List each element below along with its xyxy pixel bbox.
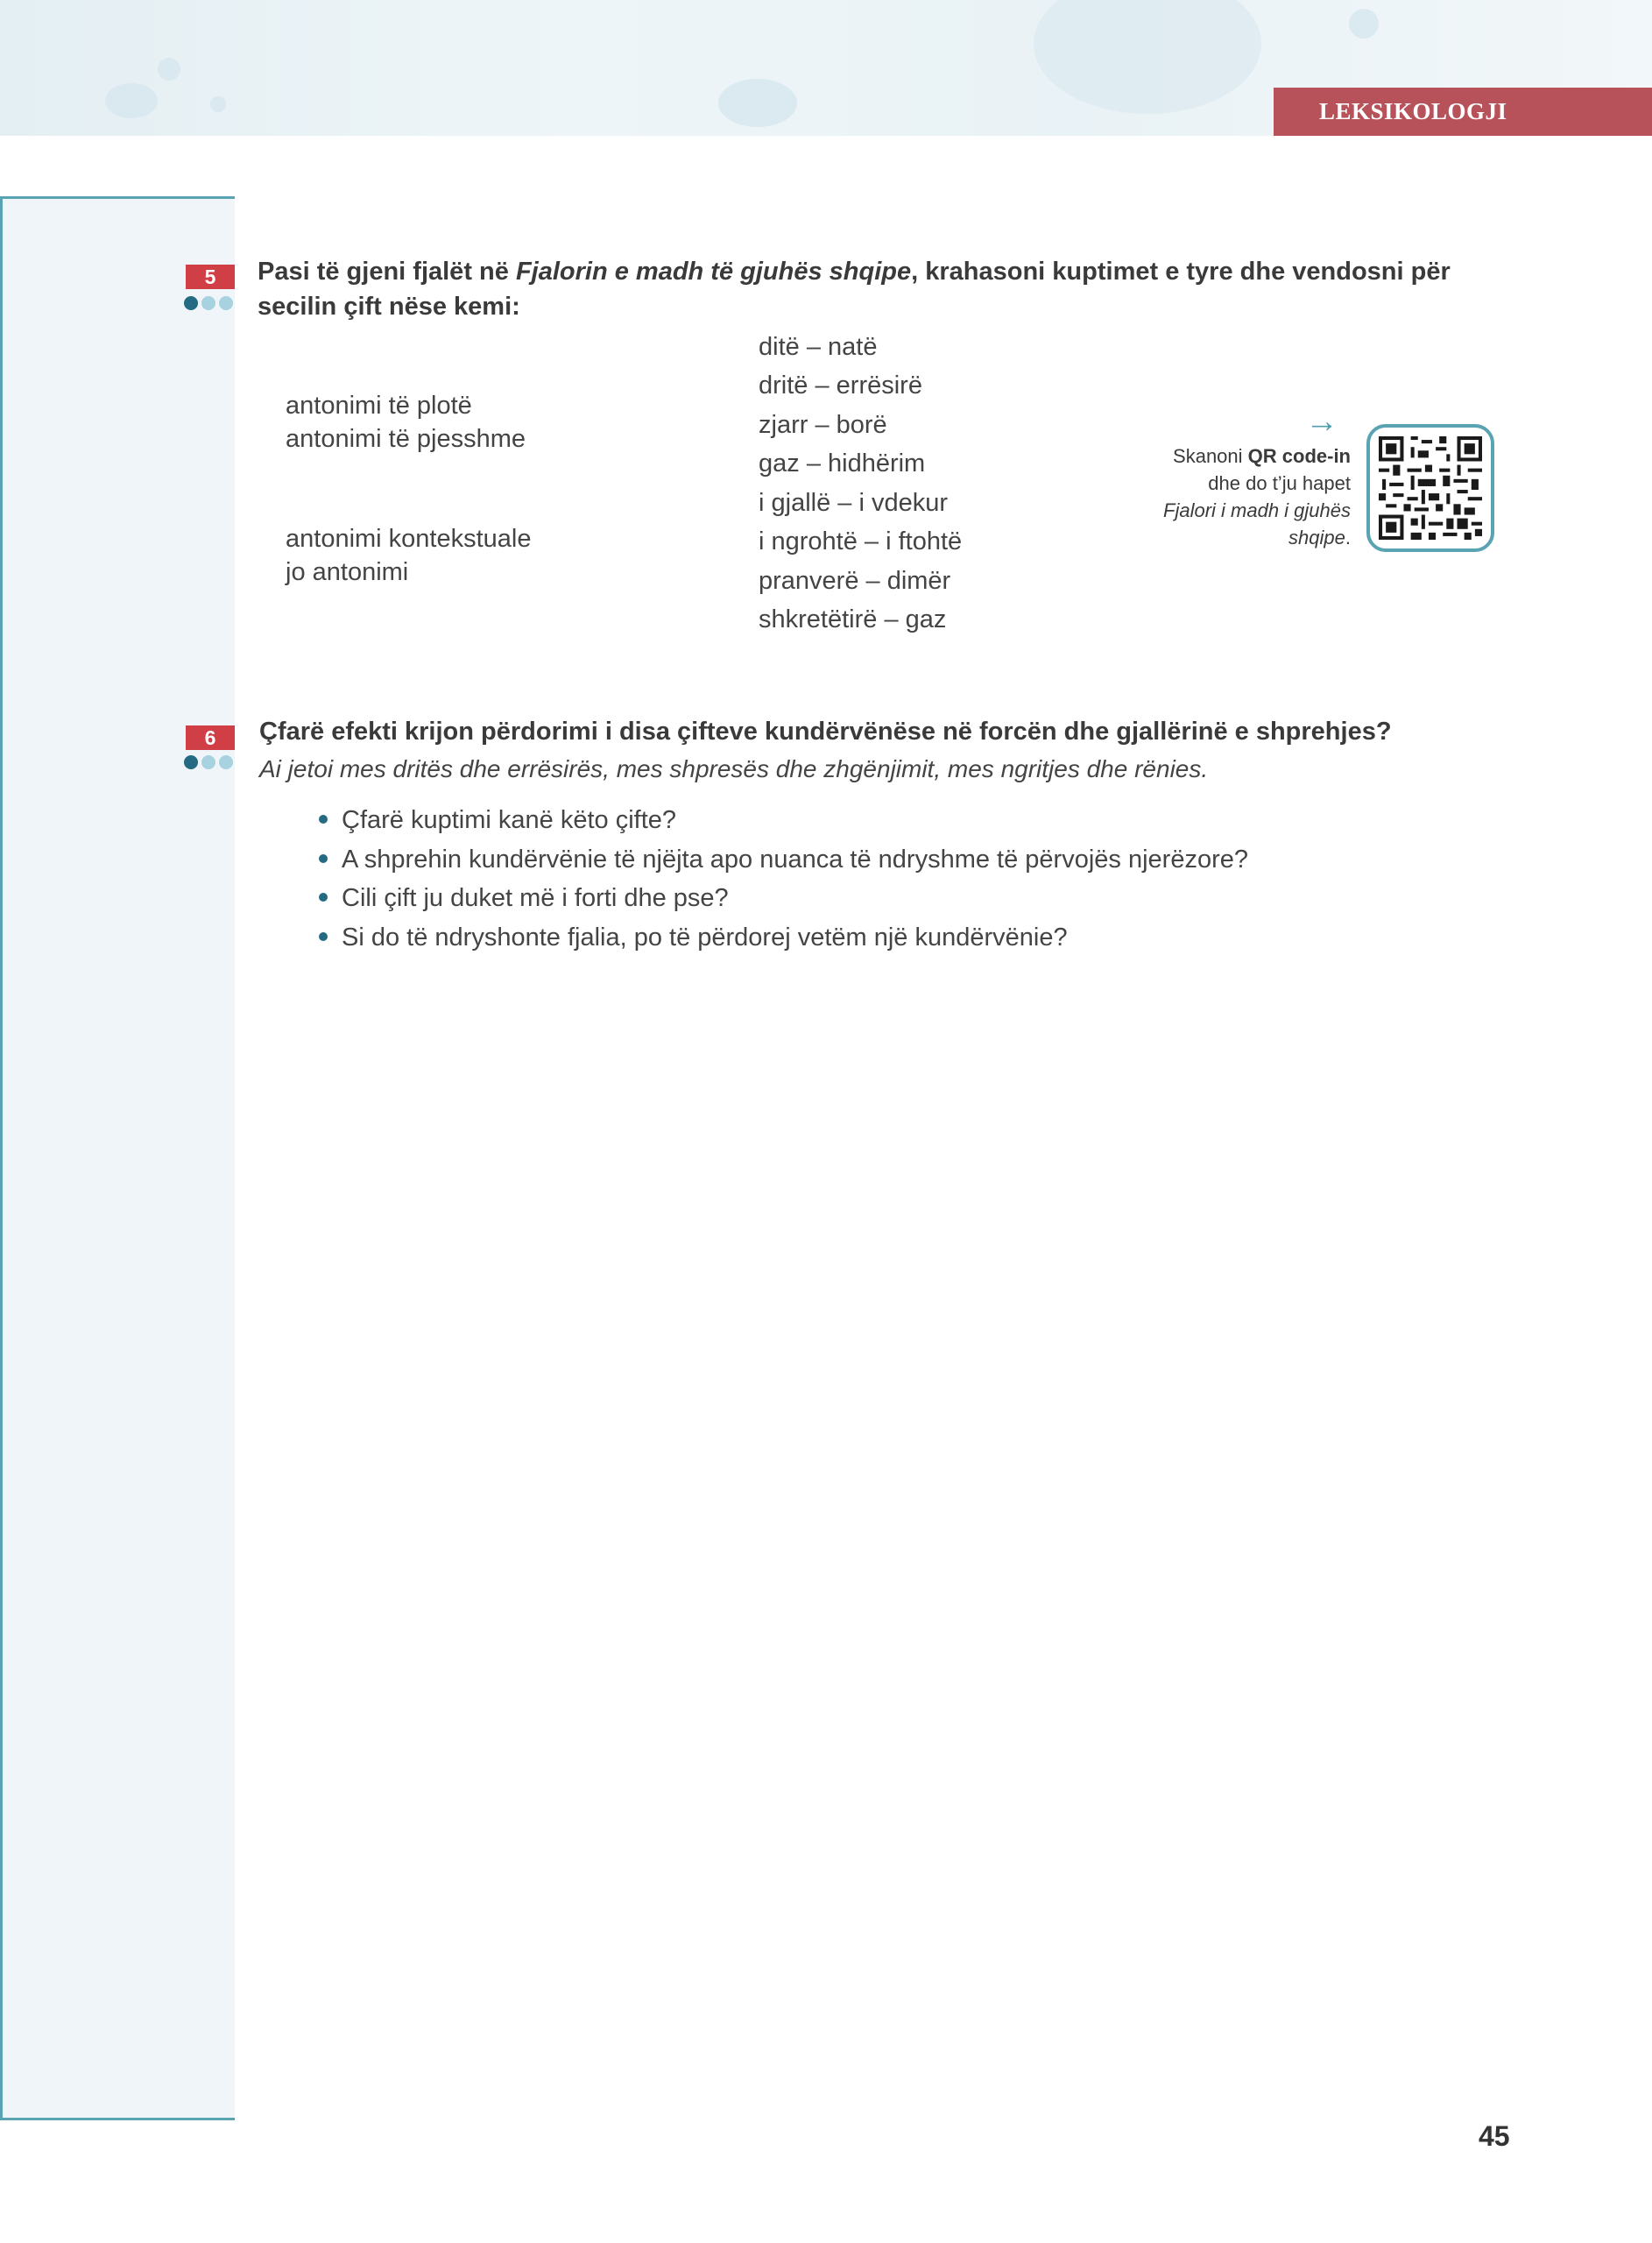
- list-item: [342, 920, 1248, 959]
- decorative-splash: [718, 79, 797, 127]
- exercise-6-prompt: Çfarë efekti krijon përdorimi i disa çifteve kundërvënëse në forcën dhe gjallërinë e shprehjes?: [259, 718, 1392, 746]
- word-pair: dritë – errësirë: [759, 371, 922, 400]
- qr-text-italic: shqipe: [1288, 527, 1345, 548]
- option-item: antonimi të plotë: [286, 392, 472, 420]
- option-item: antonimi të pjesshme: [286, 425, 526, 453]
- bullet-icon: [319, 893, 328, 902]
- qr-text: .: [1345, 527, 1351, 548]
- difficulty-dot: [184, 755, 198, 769]
- option-item: antonimi kontekstuale: [286, 525, 532, 553]
- bullet-icon: [319, 932, 328, 941]
- qr-instructions: [1130, 442, 1351, 551]
- option-item: jo antonimi: [286, 558, 409, 586]
- example-sentence: Ai jetoi mes dritës dhe errësirës, mes shpresës dhe zhgënjimit, mes ngritjes dhe rënies.: [259, 755, 1209, 782]
- word-pair: ditë – natë: [759, 333, 878, 361]
- word-pair: shkretëtirë – gaz: [759, 605, 947, 633]
- question-list: [342, 803, 1248, 959]
- difficulty-dot: [219, 755, 233, 769]
- decorative-splash: [1349, 9, 1379, 39]
- decorative-splash: [210, 96, 226, 112]
- difficulty-dots: [184, 755, 233, 769]
- question-text: Çfarë kuptimi kanë këto çifte?: [342, 806, 677, 834]
- prompt-text: Pasi të gjeni fjalët në: [258, 258, 516, 286]
- bullet-icon: [319, 815, 328, 824]
- section-label: LEKSIKOLOGJI: [1274, 88, 1652, 136]
- qr-code-icon: [1379, 436, 1482, 540]
- word-pair: gaz – hidhërim: [759, 449, 926, 478]
- list-item: [342, 842, 1248, 881]
- question-text: Cili çift ju duket më i forti dhe pse?: [342, 884, 729, 912]
- list-item: [342, 881, 1248, 920]
- decorative-splash: [158, 58, 180, 81]
- arrow-right-icon: →: [1305, 403, 1338, 440]
- list-item: [342, 803, 1248, 842]
- difficulty-dot: [201, 296, 215, 310]
- decorative-splash: [1034, 0, 1261, 114]
- question-text: Si do të ndryshonte fjalia, po të përdorej vetëm një kundërvënie?: [342, 923, 1068, 952]
- difficulty-dot: [201, 755, 215, 769]
- qr-text: dhe do t’ju hapet: [1208, 472, 1351, 494]
- qr-text-italic: Fjalori i madh i gjuhës: [1163, 499, 1351, 521]
- word-pair: i ngrohtë – i ftohtë: [759, 527, 963, 555]
- exercise-number-badge: 6: [186, 725, 235, 750]
- word-pair: zjarr – borë: [759, 411, 887, 439]
- prompt-text: , krahasoni kuptimet e tyre dhe vendosni për: [911, 258, 1451, 286]
- exercise-5-prompt: [258, 254, 1501, 324]
- qr-code[interactable]: [1366, 424, 1494, 552]
- decorative-splash: [105, 83, 158, 118]
- question-text: A shprehin kundërvënie të njëjta apo nuanca të ndryshme të përvojës njerëzore?: [342, 845, 1248, 874]
- qr-text-bold: QR code-in: [1247, 445, 1351, 467]
- prompt-text: secilin çift nëse kemi:: [258, 293, 520, 321]
- qr-text: Skanoni: [1173, 445, 1248, 467]
- word-pair: pranverë – dimër: [759, 567, 951, 595]
- difficulty-dot: [184, 296, 198, 310]
- prompt-dictionary-title: Fjalorin e madh të gjuhës shqipe: [515, 258, 912, 286]
- side-panel: [0, 196, 235, 2120]
- difficulty-dots: [184, 296, 233, 310]
- bullet-icon: [319, 854, 328, 863]
- exercise-number-badge: 5: [186, 265, 235, 289]
- page-number: 45: [1479, 2120, 1510, 2152]
- difficulty-dot: [219, 296, 233, 310]
- word-pair: i gjallë – i vdekur: [759, 489, 948, 517]
